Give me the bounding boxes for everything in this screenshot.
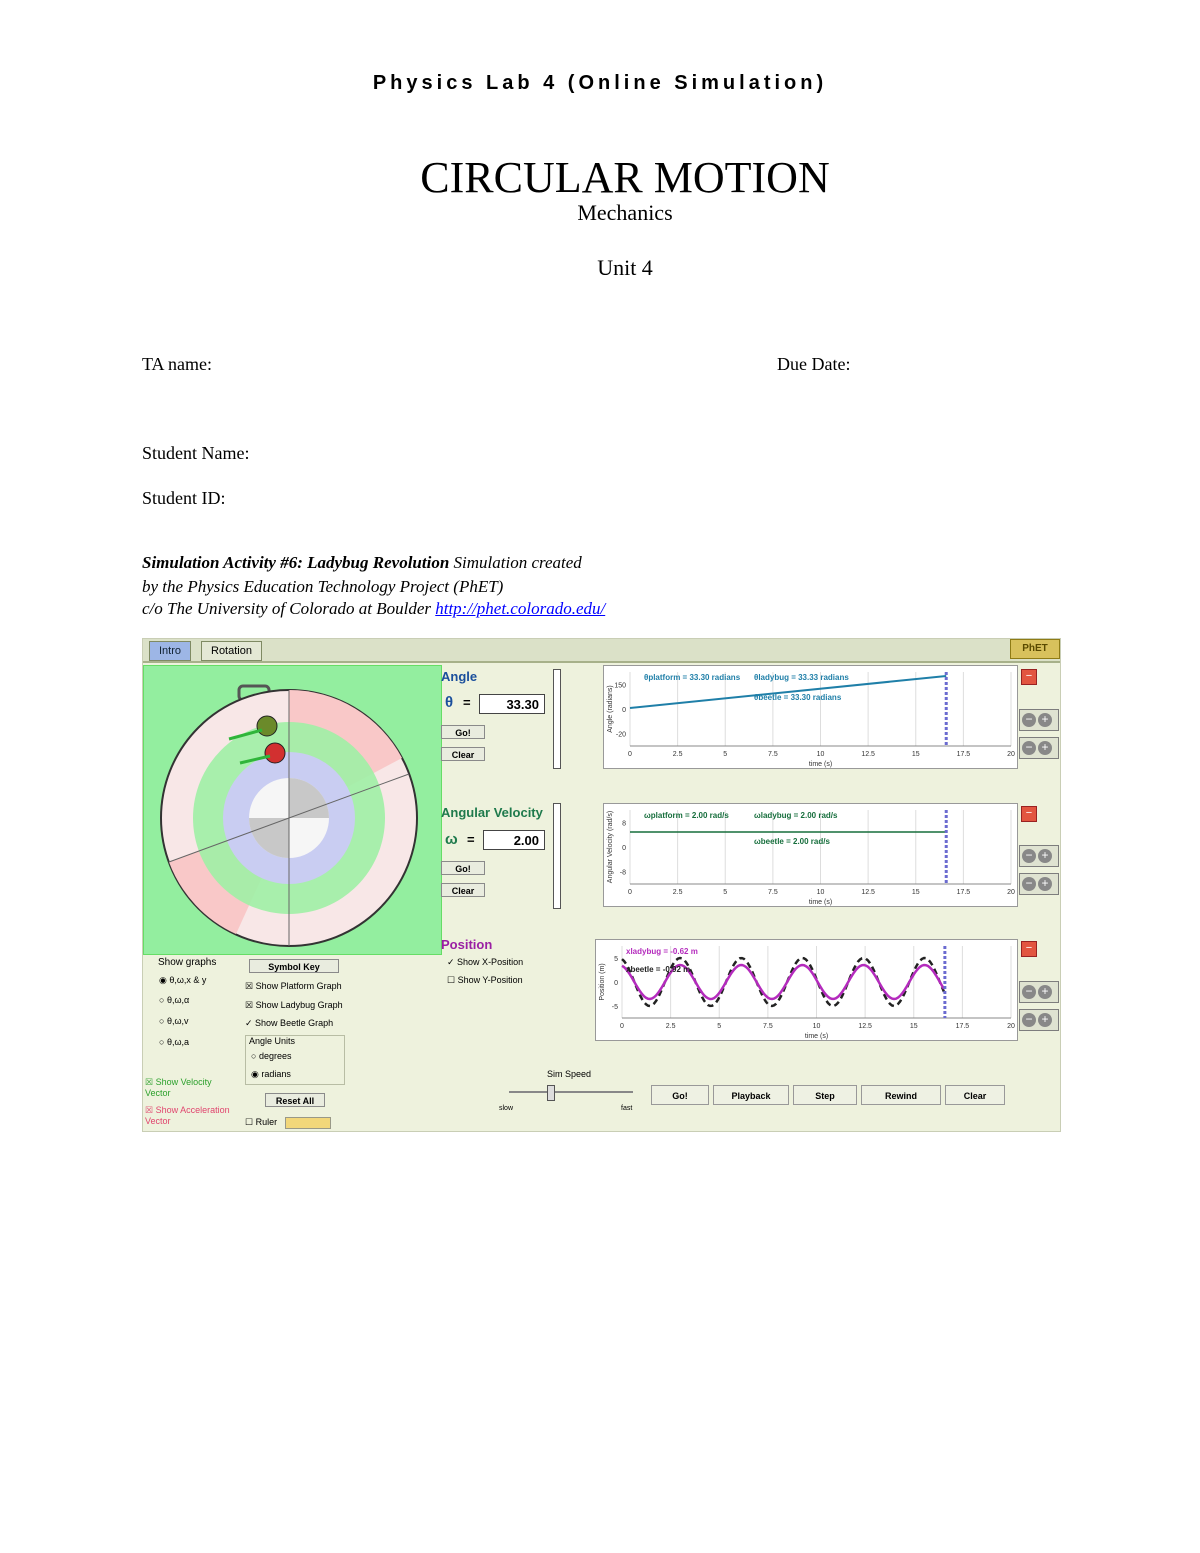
x-tick-label: 2.5: [665, 1023, 676, 1030]
x-tick-label: 7.5: [763, 1023, 773, 1030]
platform-velocity-annotation: ωplatform = 2.00 rad/s: [644, 811, 729, 820]
angular-velocity-title: Angular Velocity: [441, 805, 543, 820]
velocity-zoom-horizontal[interactable]: − +: [1019, 873, 1059, 895]
ruler-label: Ruler: [255, 1117, 278, 1127]
position-graph[interactable]: [595, 939, 1018, 1041]
theta-symbol: θ: [445, 694, 454, 711]
x-axis-label: time (s): [808, 761, 833, 768]
radio-theta-omega-alpha[interactable]: ○ θ,ω,α: [159, 995, 190, 1005]
y-axis-label: Angle (radians): [607, 685, 614, 733]
show-acceleration-vector-check[interactable]: ☒ Show Acceleration Vector: [145, 1105, 230, 1126]
acceleration-vector-label: Show Acceleration Vector: [145, 1105, 230, 1126]
x-tick-label: 15: [911, 889, 920, 896]
angular-velocity-graph[interactable]: [603, 803, 1018, 907]
position-zoom-vertical[interactable]: − +: [1019, 981, 1059, 1003]
x-tick-label: 7.5: [768, 751, 778, 758]
velocity-slider-track[interactable]: [553, 803, 561, 909]
rewind-button[interactable]: Rewind: [861, 1085, 941, 1105]
y-tick-label: -8: [619, 869, 626, 877]
show-y-position-check[interactable]: ☐ Show Y-Position: [447, 975, 523, 985]
platform-graph-label: Show Platform Graph: [255, 981, 342, 991]
show-x-position-label: Show X-Position: [457, 957, 524, 967]
omega-symbol: ω: [445, 831, 458, 848]
symbol-key-button[interactable]: Symbol Key: [249, 959, 339, 973]
y-tick-label: 150: [614, 682, 626, 690]
x-tick-label: 5: [723, 889, 728, 896]
phet-logo: PhET: [1010, 639, 1060, 659]
show-graphs-label: Show graphs: [158, 957, 217, 968]
y-tick-label: 0: [622, 707, 626, 714]
playback-button[interactable]: Playback: [713, 1085, 789, 1105]
radio-degrees[interactable]: ○ degrees: [251, 1051, 292, 1061]
radio-label-4: θ,ω,a: [166, 1037, 189, 1047]
x-tick-label: 12.5: [858, 1023, 872, 1030]
platform-angle-annotation: θplatform = 33.30 radians: [644, 673, 741, 682]
x-tick-label: 10: [812, 1023, 821, 1030]
x-tick-label: 17.5: [956, 889, 971, 896]
x-tick-label: 10: [816, 751, 825, 758]
x-tick-label: 5: [717, 1023, 722, 1030]
position-minimize-button[interactable]: −: [1021, 941, 1037, 957]
radio-theta-omega-a[interactable]: ○ θ,ω,a: [159, 1037, 189, 1047]
ladybug-icon: [265, 743, 285, 763]
position-title: Position: [441, 937, 493, 952]
angle-units-label: Angle Units: [249, 1036, 296, 1046]
x-tick-label: 10: [816, 889, 825, 896]
y-tick-label: -20: [615, 731, 626, 739]
position-graph-svg: [596, 940, 1017, 1040]
angle-value-input[interactable]: 33.30: [479, 694, 545, 714]
y-tick-label: 8: [622, 820, 626, 828]
radio-label-3: θ,ω,v: [166, 1016, 189, 1026]
ladybug-position-annotation: xladybug = -0.62 m: [626, 947, 698, 956]
x-tick-label: 17.5: [956, 751, 971, 758]
velocity-vector-label: Show Velocity Vector: [145, 1077, 212, 1098]
angular-velocity-graph-svg: [604, 804, 1017, 906]
x-tick-label: 2.5: [672, 751, 683, 758]
reset-all-button[interactable]: Reset All: [265, 1093, 325, 1107]
show-platform-graph-check[interactable]: ☒ Show Platform Graph: [245, 981, 342, 991]
angle-title: Angle: [441, 669, 478, 684]
velocity-go-button[interactable]: Go!: [441, 861, 485, 875]
x-tick-label: 17.5: [955, 1023, 970, 1030]
angle-graph[interactable]: [603, 665, 1018, 769]
x-tick-label: 12.5: [861, 751, 875, 758]
credit-line-1-rest: Simulation created: [449, 553, 582, 572]
slow-label: slow: [499, 1105, 514, 1112]
credit-line-3-prefix: c/o The University of Colorado at Boulder: [142, 599, 436, 618]
credit-line-2: by the Physics Education Technology Project (PhET): [142, 577, 504, 596]
show-x-position-check[interactable]: ✓ Show X-Position: [447, 957, 524, 967]
x-tick-label: 20: [1007, 1023, 1015, 1030]
ladybug-angle-annotation: θladybug = 33.33 radians: [754, 673, 849, 682]
angle-minimize-button[interactable]: −: [1021, 669, 1037, 685]
y-tick-label: 0: [614, 980, 618, 987]
x-tick-label: 20: [1007, 889, 1015, 896]
clear-button[interactable]: Clear: [945, 1085, 1005, 1105]
y-axis-label: Angular Velocity (rad/s): [607, 810, 614, 884]
tab-bar: [143, 639, 1060, 663]
sim-speed-thumb[interactable]: [547, 1085, 555, 1101]
beetle-angle-annotation: θbeetle = 33.30 radians: [754, 693, 842, 702]
angle-zoom-horizontal[interactable]: − +: [1019, 737, 1059, 759]
credit-line-3: [142, 599, 605, 619]
subtitle: Mechanics: [577, 200, 673, 225]
ruler-icon: [285, 1117, 331, 1129]
radio-radians[interactable]: ◉ radians: [251, 1069, 291, 1079]
ladybug-graph-label: Show Ladybug Graph: [255, 1000, 343, 1010]
x-tick-label: 7.5: [768, 889, 778, 896]
x-tick-label: 0: [628, 889, 632, 896]
tab-intro[interactable]: Intro: [149, 641, 191, 661]
angle-go-button[interactable]: Go!: [441, 725, 485, 739]
main-title: CIRCULAR MOTION: [420, 153, 830, 202]
ta-name-label: TA name:: [142, 354, 213, 374]
show-ladybug-graph-check[interactable]: ☒ Show Ladybug Graph: [245, 1000, 343, 1010]
x-tick-label: 5: [723, 751, 728, 758]
x-tick-label: 20: [1007, 751, 1015, 758]
show-beetle-graph-check[interactable]: ✓ Show Beetle Graph: [245, 1018, 334, 1028]
angle-graph-svg: [604, 666, 1017, 768]
beetle-velocity-annotation: ωbeetle = 2.00 rad/s: [754, 837, 830, 846]
ruler-check[interactable]: ☐ Ruler: [245, 1117, 278, 1127]
x-tick-label: 15: [909, 1023, 918, 1030]
position-zoom-horizontal[interactable]: − +: [1019, 1009, 1059, 1031]
show-y-position-label: Show Y-Position: [457, 975, 523, 985]
sim-speed-label: Sim Speed: [547, 1069, 592, 1079]
play-area[interactable]: [143, 665, 442, 955]
beetle-position-annotation: xbeetle = -0.92 m: [626, 965, 691, 974]
y-tick-label: 5: [614, 956, 618, 963]
unit-label: Unit 4: [597, 255, 653, 280]
degrees-label: degrees: [258, 1051, 292, 1061]
x-axis-label: time (s): [808, 899, 833, 906]
lab-title: Physics Lab 4 (Online Simulation): [372, 72, 828, 94]
x-tick-label: 12.5: [861, 889, 875, 896]
angle-clear-button[interactable]: Clear: [441, 747, 485, 761]
ladybug-velocity-annotation: ωladybug = 2.00 rad/s: [754, 811, 838, 820]
y-tick-label: -5: [611, 1004, 618, 1011]
radians-label: radians: [261, 1069, 291, 1079]
x-axis-label: time (s): [804, 1033, 829, 1040]
velocity-minimize-button[interactable]: −: [1021, 806, 1037, 822]
beetle-icon: [257, 716, 277, 736]
due-date-label: Due Date:: [777, 354, 851, 374]
simulation-screenshot: [142, 638, 1061, 1132]
x-tick-label: 15: [911, 751, 920, 758]
angular-velocity-value-input[interactable]: 2.00: [483, 830, 545, 850]
beetle-graph-label: Show Beetle Graph: [255, 1018, 334, 1028]
velocity-zoom-vertical[interactable]: − +: [1019, 845, 1059, 867]
student-id-label: Student ID:: [142, 488, 226, 508]
phet-link[interactable]: http://phet.colorado.edu/: [435, 599, 606, 618]
omega-equals: =: [467, 832, 475, 847]
sim-speed-track[interactable]: [509, 1091, 633, 1093]
x-tick-label: 0: [620, 1023, 624, 1030]
angle-slider-track[interactable]: [553, 669, 561, 769]
fast-label: fast: [621, 1105, 633, 1112]
credit-line-1: [142, 553, 582, 573]
tab-rotation[interactable]: Rotation: [201, 641, 262, 661]
velocity-clear-button[interactable]: Clear: [441, 883, 485, 897]
radio-theta-omega-v[interactable]: ○ θ,ω,v: [159, 1016, 189, 1026]
x-tick-label: 0: [628, 751, 632, 758]
go-button[interactable]: Go!: [651, 1085, 709, 1105]
x-tick-label: 2.5: [672, 889, 683, 896]
step-button[interactable]: Step: [793, 1085, 857, 1105]
rotating-platform[interactable]: [144, 666, 441, 954]
radio-label-1: θ,ω,x & y: [169, 975, 207, 985]
angle-zoom-vertical[interactable]: − +: [1019, 709, 1059, 731]
radio-theta-omega-x-y[interactable]: ◉ θ,ω,x & y: [159, 975, 207, 985]
student-name-label: Student Name:: [142, 443, 250, 463]
activity-title: Simulation Activity #6: Ladybug Revolution: [142, 553, 450, 572]
radio-label-2: θ,ω,α: [166, 995, 190, 1005]
y-tick-label: 0: [622, 845, 626, 852]
angle-equals: =: [463, 695, 471, 710]
y-axis-label: Position (m): [599, 963, 606, 1001]
show-velocity-vector-check[interactable]: ☒ Show Velocity Vector: [145, 1077, 212, 1098]
